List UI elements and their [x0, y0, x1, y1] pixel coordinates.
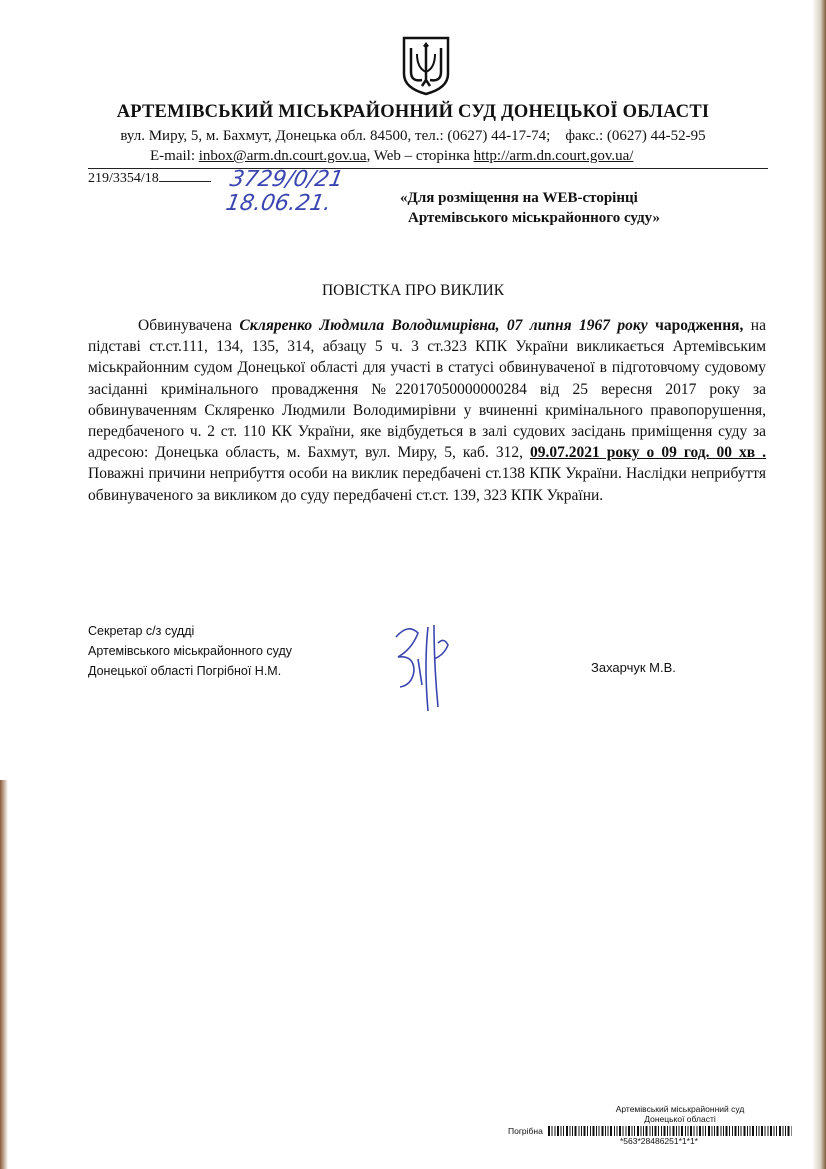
barcode-icon [548, 1126, 792, 1136]
body-end: Поважні причини неприбуття особи на виклик передбачені ст.138 КПК України. Наслідки неприбуття обвинуваченого за викликом до суду передбачені ст.ст. 139, 323 КПК України. [88, 465, 766, 504]
body-middle: на підставі ст.ст.111, 134, 135, 314, абзацу 5 ч. 3 ст.323 КПК України викликається Артемівським міськрайонним судом Донецької області для участі в статусі обвинуваченої в підготовчому судовому засіданні кримінального провадження №22017050000000284 від 25 вересня 2017 року за обвинуваченням Скляренко Людмили Володимирівни у вчиненні кримінального правопорушення, передбаченого ч. 2 ст. 110 КК України, яке відбудеться в залі судових засідань приміщення суду за адресою: Донецька область, м. Бахмут, вул. Миру, 5, каб. 312, [88, 317, 766, 462]
page-edge-shadow-left [0, 780, 8, 1169]
case-number-blank [159, 170, 211, 182]
web-note-line1: «Для розміщення на WEB-сторінці [400, 190, 638, 206]
hearing-datetime: 09.07.2021 року о 09 год. 00 хв . [529, 444, 767, 462]
court-name: АРТЕМІВСЬКИЙ МІСЬКРАЙОННИЙ СУД ДОНЕЦЬКОЇ ОБЛАСТІ [116, 102, 710, 122]
secretary-block [88, 621, 292, 681]
handwritten-registration [224, 168, 345, 216]
web-label: , Web – сторінка [366, 148, 474, 164]
header-divider [88, 168, 768, 169]
barcode-label: Погрібна [508, 1126, 543, 1136]
secretary-line1: Секретар с/з судді [88, 624, 195, 638]
coat-of-arms-icon [400, 36, 452, 96]
web-publication-note [400, 188, 660, 228]
secretary-line3: Донецької області Погрібної Н.М. [88, 664, 282, 678]
case-number-text: 219/3354/18 [88, 171, 159, 186]
handwritten-reg-number: 3729/0/21 [228, 167, 346, 192]
page-edge-shadow [812, 0, 826, 1169]
email-link[interactable]: inbox@arm.dn.court.gov.ua [198, 148, 367, 164]
accused-name: Скляренко Людмила Володимирівна, 07 липня 1967 року [239, 317, 648, 334]
email-label: E-mail: [150, 148, 199, 164]
footer-court-line1: Артемівський міськрайонний суд [615, 1104, 745, 1114]
document-title: ПОВІСТКА ПРО ВИКЛИК [321, 282, 505, 299]
handwritten-signature [388, 615, 458, 715]
signer-name: Захарчук М.В. [591, 660, 676, 675]
footer-court-line2: Донецької області [644, 1114, 716, 1124]
secretary-line2: Артемівського міськрайонного суду [88, 644, 292, 658]
web-note-line2: Артемівського міськрайонного суду» [408, 210, 660, 226]
accused-birth: чародження, [655, 317, 744, 334]
handwritten-reg-date: 18.06.21. [223, 191, 334, 216]
court-address: вул. Миру, 5, м. Бахмут, Донецька обл. 84500, тел.: (0627) 44-17-74; факс.: (0627) 44-52-95 [120, 128, 706, 144]
web-link[interactable]: http://arm.dn.court.gov.ua/ [473, 148, 634, 164]
footer-court [560, 1104, 800, 1124]
court-contacts [150, 148, 633, 165]
summons-body [88, 315, 766, 506]
case-number [88, 170, 211, 187]
body-start: Обвинувачена [138, 317, 240, 334]
barcode-code: *563*28486251*1*1* [620, 1136, 698, 1146]
